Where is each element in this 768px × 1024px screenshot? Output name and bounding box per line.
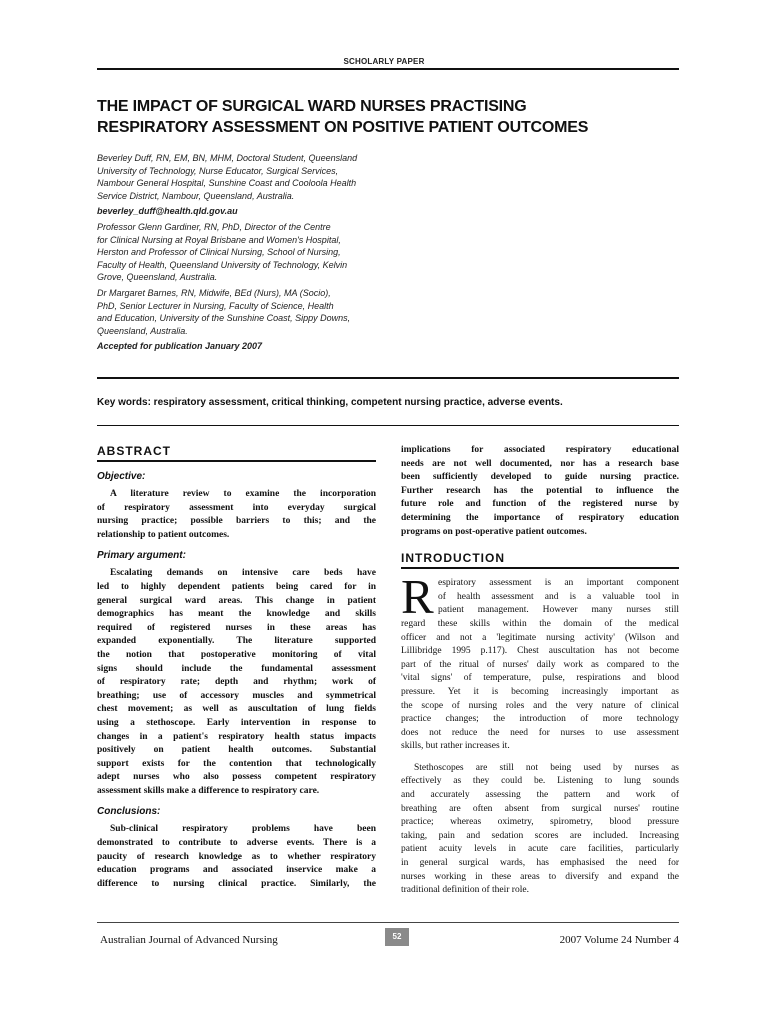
introduction-paragraph-2 xyxy=(401,762,679,898)
conclusions-continued-text xyxy=(401,444,679,539)
header-label: SCHOLARLY PAPER xyxy=(343,57,425,66)
text-line: Further research has the potential to influence the xyxy=(401,485,679,496)
author-line: and Education, University of the Sunshine Coast, Sippy Downs, xyxy=(97,313,351,324)
text-line: needs are not well documented, nor has a research base xyxy=(401,458,679,469)
author-duff xyxy=(97,152,397,202)
text-line: positively on patient health outcomes. Substantial xyxy=(97,745,376,756)
text-line: pressure. Yet it is becoming increasingly important as xyxy=(401,686,679,697)
text-line: assessment skills make a difference to respiratory care. xyxy=(97,785,320,796)
author-line: Dr Margaret Barnes, RN, Midwife, BEd (Nurs), MA (Socio), xyxy=(97,287,331,298)
author-line: for Clinical Nursing at Royal Brisbane and Women's Hospital, xyxy=(97,234,341,245)
author-barnes xyxy=(97,287,397,337)
text-line: education programs and associated inservice make a xyxy=(97,865,376,876)
objective-text xyxy=(97,488,376,542)
abstract-heading: ABSTRACT xyxy=(97,444,376,462)
text-line: 'vital signs' of temperature, pulse, respirations and blood xyxy=(401,673,679,684)
text-line: patient acuity levels in acute care facilities, particularly xyxy=(401,844,679,855)
left-column xyxy=(97,444,376,898)
text-line: using a stethoscope. Early intervention in response to xyxy=(97,717,376,728)
text-line: adept nurses who also possess competent respiratory xyxy=(97,772,376,783)
text-line: required of registered nurses in these areas has xyxy=(97,622,376,633)
text-line: relationship to patient outcomes. xyxy=(97,529,230,540)
text-line: part of the ritual of nurses' daily work as compared to the xyxy=(401,659,679,670)
text-line: programs on post-operative patient outcomes. xyxy=(401,526,587,537)
introduction-heading: INTRODUCTION xyxy=(401,551,679,569)
text-line: nurses working in these areas to diversify and expand the xyxy=(401,871,679,882)
text-line: general surgical ward areas. This change in patient xyxy=(97,595,376,606)
text-line: officer and not a 'legitimate nursing activity' (Wilson and xyxy=(401,632,679,643)
text-line: Stethoscopes are still not being used by nurses as xyxy=(414,762,679,773)
text-line: implications for associated respiratory educational xyxy=(401,445,679,455)
author-line: Nambour General Hospital, Sunshine Coast and Cooloola Health xyxy=(97,178,357,189)
text-line: breathing; use of accessory muscles and symmetrical xyxy=(97,690,376,701)
text-line: chest movement; as well as auscultation of lung fields xyxy=(97,704,376,715)
text-line: effectively as they could be. Listening to lung sounds xyxy=(401,776,679,787)
top-rule xyxy=(97,68,679,70)
accepted-block xyxy=(97,340,397,353)
keywords: Key words: respiratory assessment, critical thinking, competent nursing practice, adverse events. xyxy=(97,397,563,408)
text-line: taking, pain and sedation scores are included. Increasing xyxy=(401,830,679,841)
author-line: Service District, Nambour, Queensland, Australia. xyxy=(97,190,295,201)
footer-rule xyxy=(97,922,679,923)
author-line: Faculty of Health, Queensland University of Technology, Kelvin xyxy=(97,259,348,270)
right-column xyxy=(401,444,679,906)
text-line: breathing are often absent from surgical nurses' routine xyxy=(401,803,679,814)
text-line: been sufficiently developed to guide nursing practice. xyxy=(401,472,679,483)
conclusions-text xyxy=(97,823,376,891)
author-line: Grove, Queensland, Australia. xyxy=(97,272,218,283)
title-line: THE IMPACT OF SURGICAL WARD NURSES PRACTISING xyxy=(97,98,527,115)
text-line: regard these skills within the domain of the medical xyxy=(401,618,679,629)
author-gardiner xyxy=(97,221,397,284)
text-line: difference to nursing clinical practice. Similarly, the xyxy=(97,878,376,889)
text-line: traditional definition of their role. xyxy=(401,885,529,896)
text-line: of health assessment and is a valuable tool in xyxy=(438,591,679,602)
author-line: University of Technology, Nurse Educator, Surgical Services, xyxy=(97,165,339,176)
text-line: and accurately assessing the pattern and work of xyxy=(401,790,679,801)
text-line: of respiratory assessment into everyday surgical xyxy=(97,502,376,513)
text-line: determining the importance of respiratory education xyxy=(401,512,679,523)
paper-title xyxy=(97,96,679,138)
text-line: the notion that postoperative monitoring of vital xyxy=(97,649,376,660)
introduction-paragraph-1 xyxy=(401,569,679,754)
text-line: led to highly dependent patients being cared for in xyxy=(97,581,376,592)
title-line: RESPIRATORY ASSESSMENT ON POSITIVE PATIENT OUTCOMES xyxy=(97,119,589,136)
divider-rule-thin xyxy=(97,425,679,426)
divider-rule xyxy=(97,377,679,379)
text-line: paucity of research knowledge as to whether respiratory xyxy=(97,851,376,862)
text-line: changes in a patient's respiratory health status impacts xyxy=(97,731,376,742)
accepted-date: Accepted for publication January 2007 xyxy=(97,341,263,352)
author-email-block xyxy=(97,205,397,218)
text-line: demographics has meant the knowledge and skills xyxy=(97,609,376,620)
text-line: demonstrated to contribute to adverse events. There is a xyxy=(97,838,376,849)
conclusions-heading: Conclusions: xyxy=(97,806,161,818)
author-line: Beverley Duff, RN, EM, BN, MHM, Doctoral Student, Queensland xyxy=(97,153,358,163)
text-line: Escalating demands on intensive care beds have xyxy=(110,568,376,579)
text-line: signs should include the fundamental assessment xyxy=(97,663,376,674)
text-line: expanded exponentially. The literature supported xyxy=(97,636,376,647)
text-line: nursing practice; possible barriers to this; and the xyxy=(97,516,376,527)
text-line: practice; whereas oximetry, spirometry, blood pressure xyxy=(401,817,679,828)
page-number: 52 xyxy=(385,928,409,946)
author-block xyxy=(97,152,397,356)
text-line: does not reduce the need for nurses to use assessment xyxy=(401,727,679,738)
footer-volume: 2007 Volume 24 Number 4 xyxy=(559,934,679,946)
author-line: Herston and Professor of Clinical Nursing, School of Nursing, xyxy=(97,247,341,258)
text-line: Sub-clinical respiratory problems have been xyxy=(110,824,376,835)
author-line: Professor Glenn Gardiner, RN, PhD, Director of the Centre xyxy=(97,221,331,232)
drop-cap: R xyxy=(401,569,434,625)
text-line: Lillibridge 1995 p.117). Chest auscultation has not become xyxy=(401,646,679,657)
primary-argument-heading: Primary argument: xyxy=(97,550,186,562)
text-line: in general surgical wards, has emphasised the need for xyxy=(401,858,679,869)
text-line: future role and function of the registered nurse by xyxy=(401,499,679,510)
author-email-link[interactable]: beverley_duff@health.qld.gov.au xyxy=(97,206,238,217)
objective-heading: Objective: xyxy=(97,471,146,482)
footer-journal-name: Australian Journal of Advanced Nursing xyxy=(100,934,278,946)
text-line: support exists for the contention that technologically xyxy=(97,758,376,769)
text-line: practice changes; the introduction of more technology xyxy=(401,714,679,725)
text-line: the scope of nursing roles and the very nature of clinical xyxy=(401,700,679,711)
text-line: skills, but rather increases it. xyxy=(401,741,510,752)
text-line: espiratory assessment is an important component xyxy=(438,578,679,589)
text-line: patient management. However many nurses still xyxy=(438,605,679,616)
author-line: Queensland, Australia. xyxy=(97,325,188,336)
author-line: PhD, Senior Lecturer in Nursing, Faculty of Science, Health xyxy=(97,300,334,311)
text-line: A literature review to examine the incorporation xyxy=(110,489,376,499)
primary-argument-text xyxy=(97,567,376,798)
text-line: of respiratory rate; depth and rhythm; work of xyxy=(97,677,376,688)
